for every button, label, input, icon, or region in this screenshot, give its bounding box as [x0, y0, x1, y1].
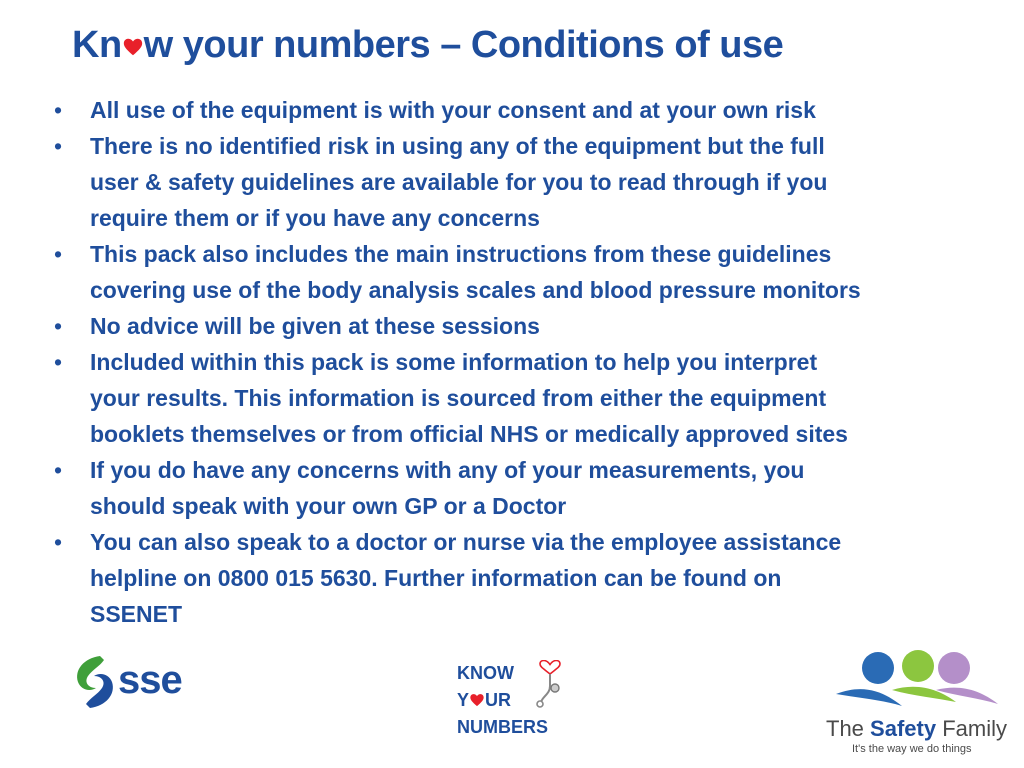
list-item	[50, 92, 970, 128]
list-item	[50, 524, 970, 632]
safety-family-logo	[826, 650, 1006, 760]
heart-icon	[122, 36, 144, 58]
conditions-list	[50, 92, 970, 632]
page-title	[72, 24, 783, 67]
bullet-icon: •	[54, 97, 63, 123]
list-item-text: Included within this pack is some information to help you interpret your results. This information is sourced from either the equipment booklets themselves or from official NHS or medically approved sites	[90, 349, 848, 447]
know-your-numbers-logo	[457, 660, 577, 740]
bullet-icon: •	[54, 313, 63, 339]
list-item-text: If you do have any concerns with any of your measurements, you should speak with your own GP or a Doctor	[90, 457, 805, 519]
logo-line-your: Y UR	[457, 690, 512, 710]
stethoscope-icon	[533, 660, 567, 708]
list-item-text: No advice will be given at these sessions	[90, 313, 540, 339]
title-part1: Kn	[72, 24, 122, 66]
list-item-text: This pack also includes the main instructions from these guidelines covering use of the body analysis scales and blood pressure monitors	[90, 241, 861, 303]
list-item	[50, 308, 970, 344]
list-item	[50, 452, 970, 524]
list-item-text: You can also speak to a doctor or nurse via the employee assistance helpline on 0800 015 5630. Further information can be found on SSENET	[90, 529, 842, 627]
logo-line-know: KNOW	[457, 663, 514, 683]
bullet-icon: •	[54, 241, 63, 267]
sse-logo	[70, 652, 190, 712]
bullet-icon: •	[54, 349, 63, 375]
heart-icon	[469, 692, 485, 707]
bullet-icon: •	[54, 457, 63, 483]
safety-family-name: The Safety Family	[826, 716, 1007, 741]
bullet-icon: •	[54, 529, 63, 555]
title-part2: w your numbers – Conditions of use	[143, 24, 784, 66]
list-item	[50, 236, 970, 308]
list-item-text: There is no identified risk in using any of the equipment but the full user & safety guidelines are available for you to read through if you require them or if you have any concerns	[90, 133, 828, 231]
list-item-text: All use of the equipment is with your consent and at your own risk	[90, 97, 816, 123]
logo-line-numbers: NUMBERS	[457, 717, 549, 737]
list-item	[50, 128, 970, 236]
list-item	[50, 344, 970, 452]
sse-logo-text: sse	[118, 658, 182, 702]
safety-family-tagline: It's the way we do things	[852, 743, 972, 755]
bullet-icon: •	[54, 133, 63, 159]
safety-family-figures-icon	[832, 650, 1002, 716]
sse-swirl-icon	[70, 652, 120, 712]
